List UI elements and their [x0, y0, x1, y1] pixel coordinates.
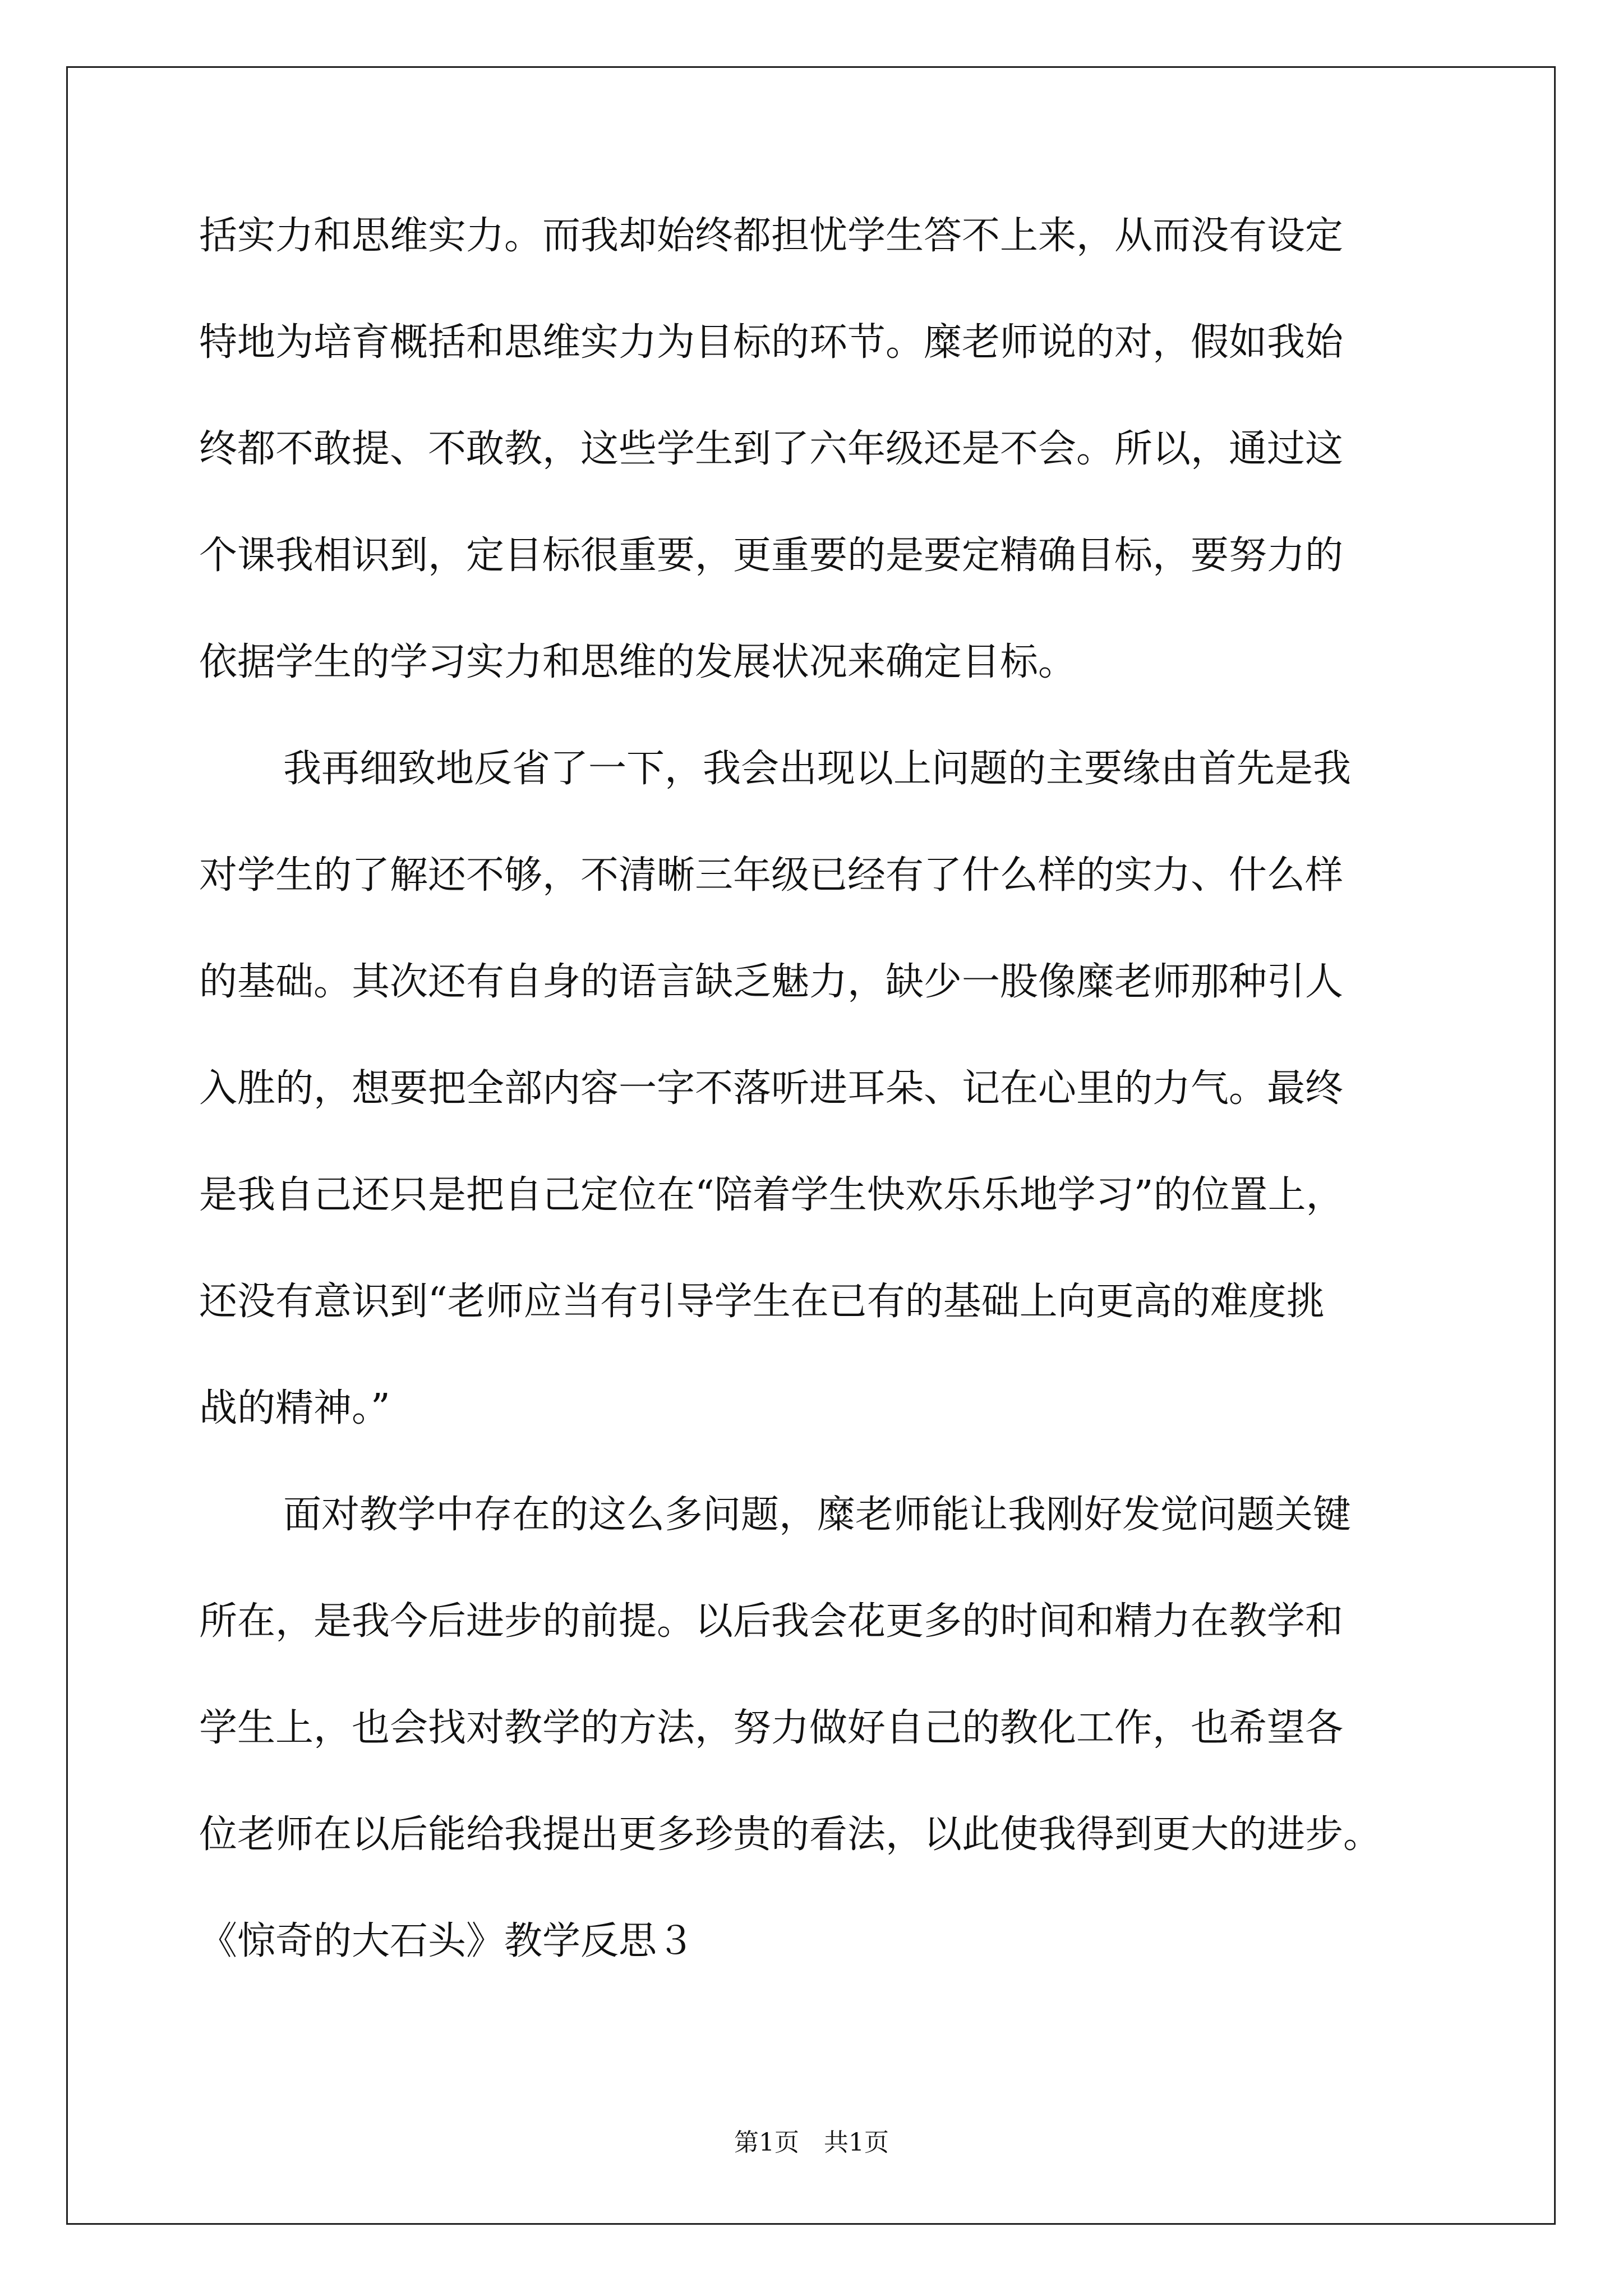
- page-number-footer: 第1页 共1页: [734, 2128, 889, 2157]
- text-line: 特地为培育概括和思维实力为目标的环节。糜老师说的对，假如我始: [199, 320, 1344, 365]
- section-heading: 《惊奇的大石头》教学反思３: [199, 1919, 695, 1963]
- document-body: [199, 215, 1427, 1962]
- paragraph-start-line: 我再细致地反省了一下，我会出现以上问题的主要缘由首先是我: [283, 747, 1352, 791]
- text-line: 个课我相识到，定目标很重要，更重要的是要定精确目标，要努力的: [199, 533, 1344, 578]
- text-line: 还没有意识到“老师应当有引导学生在已有的基础上向更高的难度挑: [199, 1280, 1325, 1324]
- paragraph-start-line: 面对教学中存在的这么多问题，糜老师能让我刚好发觉问题关键: [283, 1493, 1352, 1537]
- text-line: 是我自己还只是把自己定位在“陪着学生快欢乐乐地学习”的位置上，: [199, 1173, 1344, 1217]
- text-line: 位老师在以后能给我提出更多珍贵的看法，以此使我得到更大的进步。: [199, 1812, 1382, 1857]
- text-line: 括实力和思维实力。而我却始终都担忧学生答不上来，从而没有设定: [199, 214, 1344, 258]
- text-line: 入胜的，想要把全部内容一字不落听进耳朵、记在心里的力气。最终: [199, 1066, 1344, 1111]
- text-line: 学生上，也会找对教学的方法，努力做好自己的教化工作，也希望各: [199, 1706, 1344, 1750]
- text-line: 的基础。其次还有自身的语言缺乏魅力，缺少一股像糜老师那种引人: [199, 960, 1344, 1004]
- text-line: 对学生的了解还不够，不清晰三年级已经有了什么样的实力、什么样: [199, 853, 1344, 898]
- text-line: 战的精神。”: [199, 1386, 390, 1430]
- text-line: 所在，是我今后进步的前提。以后我会花更多的时间和精力在教学和: [199, 1599, 1344, 1644]
- text-line: 依据学生的学习实力和思维的发展状况来确定目标。: [199, 640, 1077, 684]
- text-line: 终都不敢提、不敢教，这些学生到了六年级还是不会。所以，通过这: [199, 427, 1344, 471]
